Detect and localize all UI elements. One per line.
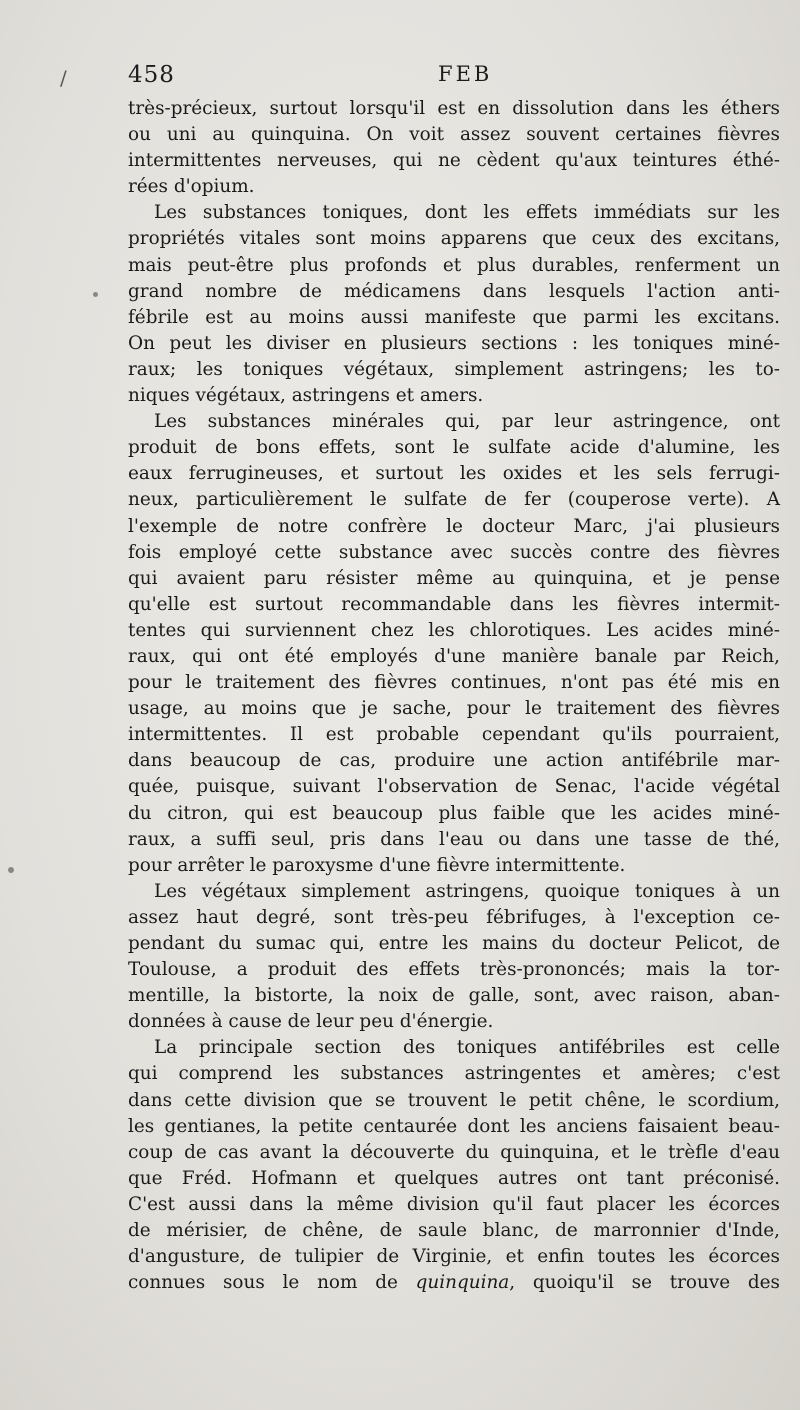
text-line <box>128 801 780 827</box>
line-text: coup de cas avant la découverte du quinquina, et le trèfle d'eau <box>128 1141 780 1163</box>
text-line <box>128 957 780 983</box>
line-text: très-précieux, surtout lorsqu'il est en dissolution dans les éthers <box>128 98 780 119</box>
text-line <box>128 748 780 774</box>
line-text: Les substances minérales qui, par leur astringence, ont <box>154 411 780 433</box>
line-text: pendant du sumac qui, entre les mains du docteur Pelicot, de <box>128 933 780 954</box>
line-text: neux, particulièrement le sulfate de fer (couperose verte). A <box>128 489 780 511</box>
paper-speck <box>8 867 14 873</box>
text-line <box>128 853 780 879</box>
text-line <box>128 174 780 200</box>
text-line <box>128 122 780 148</box>
italic-term: quinquina <box>415 1272 510 1294</box>
line-text: assez haut degré, sont très-peu fébrifuges, à l'exception ce- <box>128 906 780 928</box>
line-text: propriétés vitales sont moins apparens que ceux des excitans, <box>128 228 780 250</box>
line-text: quée, puisque, suivant l'observation de Senac, l'acide végétal <box>128 776 780 798</box>
text-line <box>128 827 780 853</box>
line-text: intermittentes nerveuses, qui ne cèdent qu'aux teintures éthé- <box>128 150 780 172</box>
text-line <box>128 200 780 226</box>
text-line <box>128 1244 780 1270</box>
line-text: Les végétaux simplement astringens, quoique toniques à un <box>154 880 780 902</box>
text-line <box>128 905 780 931</box>
text-line <box>128 487 780 513</box>
text-line <box>128 618 780 644</box>
text-line <box>128 983 780 1009</box>
line-text: dans beaucoup de cas, produire une action antifébrile mar- <box>128 750 780 772</box>
text-line <box>128 1192 780 1218</box>
text-line <box>128 461 780 487</box>
line-text: d'angusture, de tulipier de Virginie, et enfin toutes les écorces <box>128 1246 780 1268</box>
text-line <box>128 696 780 722</box>
line-text: produit de bons effets, sont le sulfate acide d'alumine, les <box>128 437 780 459</box>
line-text: tentes qui surviennent chez les chlorotiques. Les acides miné- <box>128 619 780 641</box>
text-line <box>128 435 780 461</box>
line-text: dans cette division que se trouvent le petit chêne, le scordium, <box>128 1089 780 1111</box>
text-line <box>128 96 780 122</box>
text-line <box>128 1035 780 1061</box>
line-text: fois employé cette substance avec succès contre des fièvres <box>128 541 780 563</box>
page-header <box>128 56 780 96</box>
text-line <box>128 357 780 383</box>
text-line <box>128 409 780 435</box>
line-text: C'est aussi dans la même division qu'il faut placer les écorces <box>128 1193 780 1215</box>
text-line <box>128 1218 780 1244</box>
text-line <box>128 540 780 566</box>
line-text: raux, qui ont été employés d'une manière banale par Reich, <box>128 645 780 667</box>
line-text: usage, au moins que je sache, pour le traitement des fièvres <box>128 698 780 720</box>
line-text: l'exemple de notre confrère le docteur Marc, j'ai plusieurs <box>128 515 780 537</box>
text-line <box>128 1166 780 1192</box>
text-line <box>128 592 780 618</box>
text-line <box>128 1009 780 1035</box>
line-text: fébrile est au moins aussi manifeste que parmi les excitans. <box>128 306 780 328</box>
line-text: qui avaient paru résister même au quinquina, et je pense <box>128 567 780 589</box>
text-line <box>128 226 780 252</box>
line-text: raux, a suffi seul, pris dans l'eau ou dans une tasse de thé, <box>128 828 780 850</box>
line-text: données à cause de leur peu d'énergie. <box>128 1011 494 1033</box>
text-line <box>128 331 780 357</box>
line-text: qu'elle est surtout recommandable dans les fièvres intermit- <box>128 593 780 615</box>
line-text: du citron, qui est beaucoup plus faible que les acides miné- <box>128 802 780 824</box>
paper-speck <box>93 292 98 297</box>
text-line <box>128 670 780 696</box>
line-text: eaux ferrugineuses, et surtout les oxides et les sels ferrugi- <box>128 463 780 485</box>
text-line <box>128 148 780 174</box>
margin-mark: / <box>60 66 67 90</box>
text-line <box>128 1114 780 1140</box>
line-text: raux; les toniques végétaux, simplement astringens; les to- <box>128 358 780 380</box>
line-text: ou uni au quinquina. On voit assez souvent certaines fièvres <box>128 124 780 146</box>
text-line <box>128 383 780 409</box>
line-text: rées d'opium. <box>128 176 255 198</box>
text-line <box>128 253 780 279</box>
line-text: Toulouse, a produit des effets très-prononcés; mais la tor- <box>128 959 780 981</box>
text-line <box>128 514 780 540</box>
text-line <box>128 279 780 305</box>
page-number: 458 <box>128 62 175 88</box>
text-line <box>128 644 780 670</box>
line-text: niques végétaux, astringens et amers. <box>128 385 484 407</box>
text-line <box>128 879 780 905</box>
line-text: les gentianes, la petite centaurée dont les anciens faisaient beau- <box>128 1115 780 1137</box>
line-text: pour le traitement des fièvres continues, n'ont pas été mis en <box>128 672 780 694</box>
line-text: intermittentes. Il est probable cependant qu'ils pourraient, <box>128 724 780 746</box>
line-text: pour arrêter le paroxysme d'une fièvre intermittente. <box>128 854 626 876</box>
line-text: mentille, la bistorte, la noix de galle, sont, avec raison, aban- <box>128 985 780 1007</box>
text-line <box>128 1061 780 1087</box>
line-text: connues sous le nom de <box>128 1272 416 1294</box>
line-text: de mérisier, de chêne, de saule blanc, de marronnier d'Inde, <box>128 1220 780 1242</box>
line-text: mais peut-être plus profonds et plus durables, renferment un <box>128 254 780 276</box>
running-head: FEB <box>438 62 493 86</box>
line-text: Les substances toniques, dont les effets immédiats sur les <box>154 202 780 224</box>
text-line <box>128 1088 780 1114</box>
line-text: On peut les diviser en plusieurs sections : les toniques miné- <box>128 332 780 354</box>
line-text: La principale section des toniques antifébriles est celle <box>154 1037 780 1059</box>
text-line <box>128 1270 780 1296</box>
text-line <box>128 722 780 748</box>
body-text <box>128 96 780 1296</box>
line-text: grand nombre de médicamens dans lesquels l'action anti- <box>128 280 780 302</box>
text-line <box>128 931 780 957</box>
text-line <box>128 566 780 592</box>
text-line <box>128 774 780 800</box>
line-text-tail: , quoiqu'il se trouve des <box>509 1272 780 1294</box>
text-line <box>128 305 780 331</box>
text-line <box>128 1140 780 1166</box>
line-text: qui comprend les substances astringentes et amères; c'est <box>128 1063 780 1085</box>
line-text: que Fréd. Hofmann et quelques autres ont tant préconisé. <box>128 1167 780 1189</box>
